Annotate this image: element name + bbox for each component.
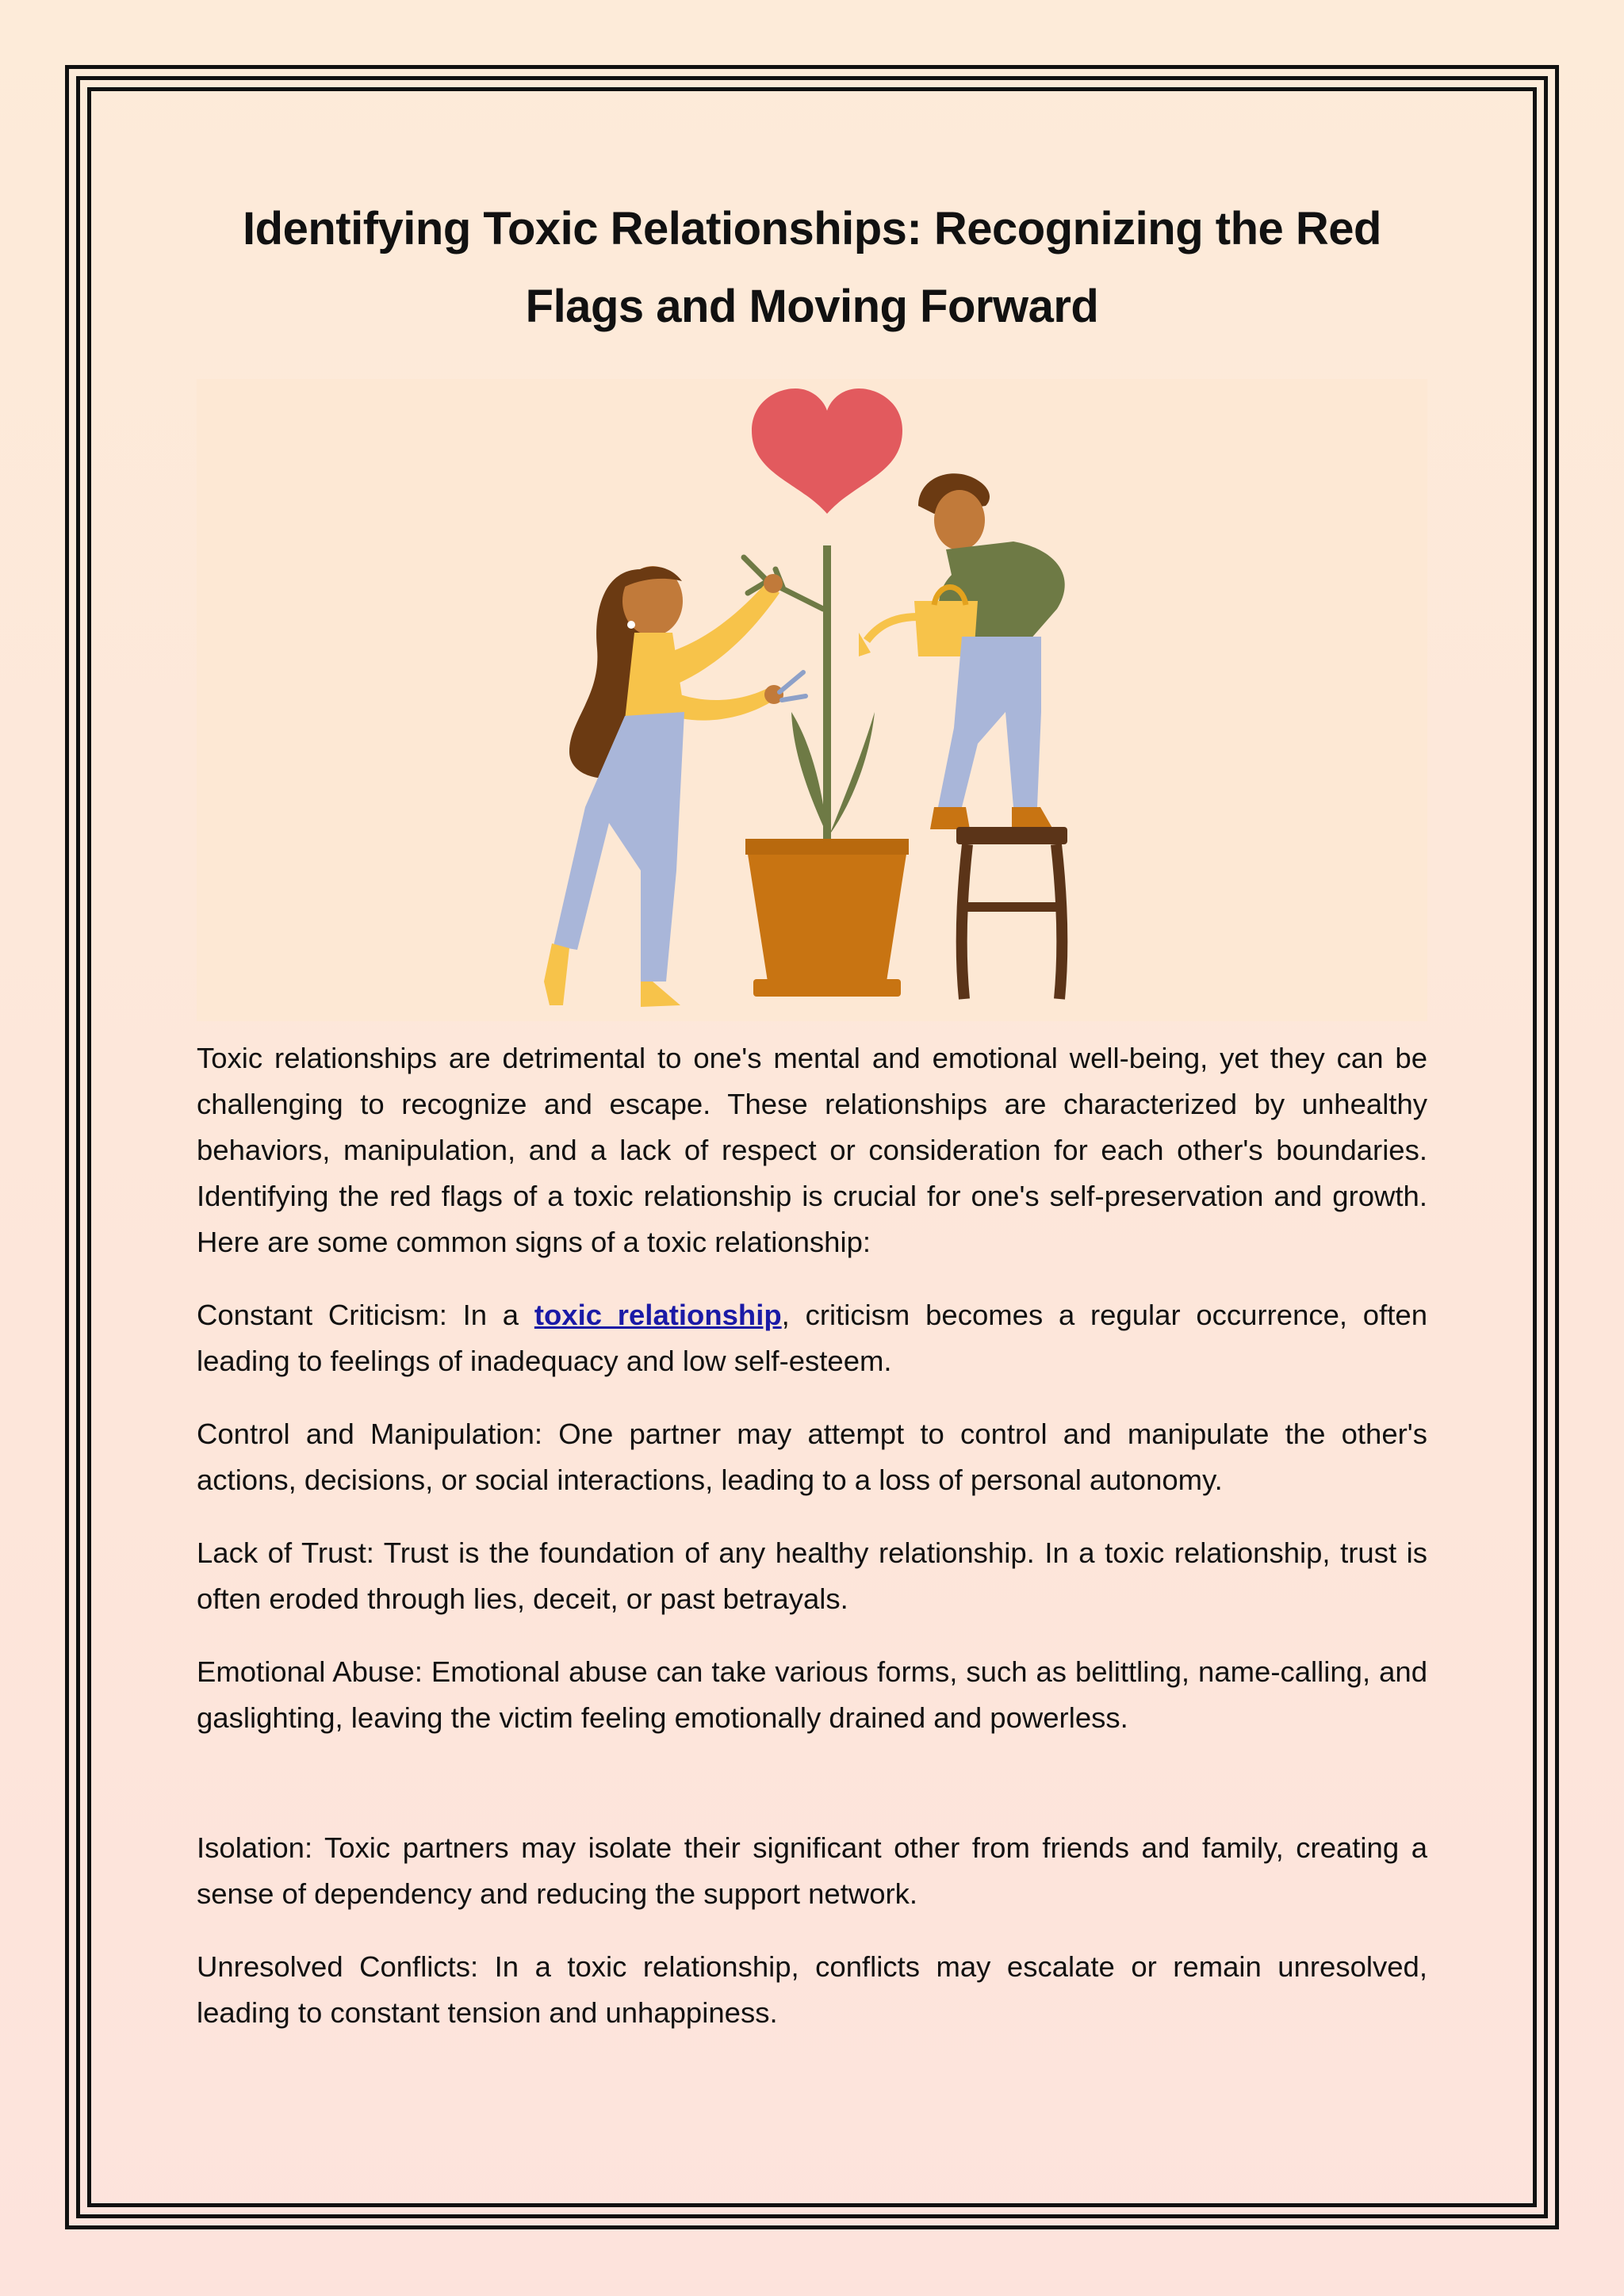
emotional-abuse-paragraph: Emotional Abuse: Emotional abuse can take various forms, such as belittling, name-calling, and gaslighting, leaving the victim feeling emotionally drained and powerless. bbox=[197, 1655, 1427, 1734]
document-title: Identifying Toxic Relationships: Recognizing the Red Flags and Moving Forward bbox=[243, 203, 1381, 332]
isolation-paragraph: Isolation: Toxic partners may isolate their significant other from friends and family, creating a sense of dependency and reducing the support network. bbox=[197, 1831, 1427, 1910]
constant-criticism-text-before: Constant Criticism: In a bbox=[197, 1299, 534, 1331]
toxic-relationship-link[interactable]: toxic relationship bbox=[534, 1299, 782, 1331]
constant-criticism-text-after: , criticism becomes a regular occurrence, often leading to feelings of inadequacy and low self-esteem. bbox=[197, 1299, 1427, 1377]
unresolved-conflicts-paragraph: Unresolved Conflicts: In a toxic relationship, conflicts may escalate or remain unresolved, leading to constant tension and unhappiness. bbox=[197, 1950, 1427, 2029]
control-manipulation-paragraph: Control and Manipulation: One partner may attempt to control and manipulate the other's actions, decisions, or social interactions, leading to a loss of personal autonomy. bbox=[197, 1418, 1427, 1496]
document-content bbox=[197, 190, 1427, 2063]
couple-heart-plant-illustration bbox=[197, 379, 1427, 1021]
lack-of-trust-paragraph: Lack of Trust: Trust is the foundation of any healthy relationship. In a toxic relationship, trust is often eroded through lies, deceit, or past betrayals. bbox=[197, 1536, 1427, 1615]
article-body bbox=[197, 1035, 1427, 2036]
constant-criticism-paragraph bbox=[197, 1292, 1427, 1384]
intro-paragraph: Toxic relationships are detrimental to one's mental and emotional well-being, yet they can be challenging to recognize and escape. These relationships are characterized by unhealthy behaviors, manipulation, and a lack of respect or consideration for each other's boundaries. Identifying the red flags of a toxic relationship is crucial for one's self-preservation and growth. Here are some common signs of a toxic relationship: bbox=[197, 1042, 1427, 1258]
